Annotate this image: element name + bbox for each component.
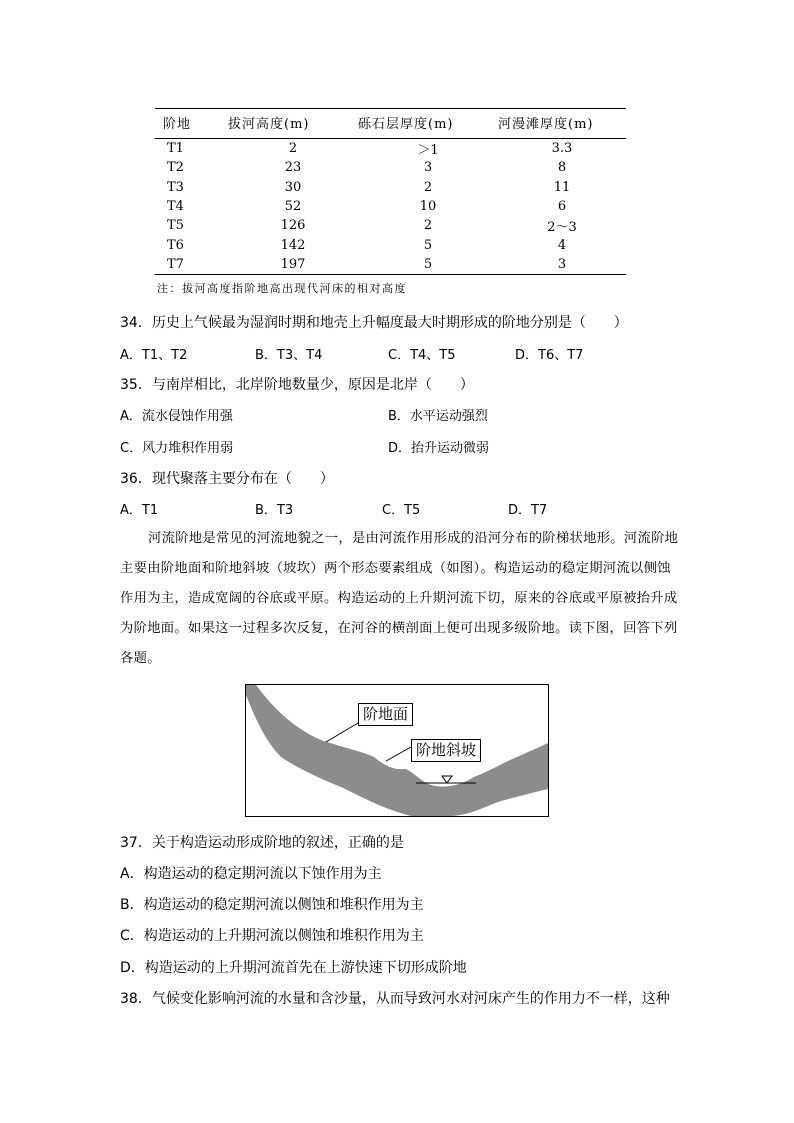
q36-option-b[interactable]: B．T3 (255, 503, 294, 518)
q35-option-b[interactable]: B．水平运动强烈 (388, 409, 488, 424)
q35-option-c[interactable]: C．风力堆积作用弱 (120, 441, 234, 456)
col-header-terrace: 阶地 (155, 109, 228, 139)
q37-option-c[interactable]: C．构造运动的上升期河流以侧蚀和堆积作用为主 (120, 928, 424, 944)
table-cell: 2 (288, 141, 298, 157)
question-34-stem: 34．历史上气候最为湿润时期和地壳上升幅度最大时期形成的阶地分别是（ ） (120, 315, 628, 331)
q37-option-d[interactable]: D．构造运动的上升期河流首先在上游快速下切形成阶地 (120, 960, 467, 976)
q34-option-b[interactable]: B．T3、T4 (255, 348, 323, 363)
table-cell: T2 (167, 160, 184, 176)
reading-passage (120, 524, 680, 674)
water-level-marker-icon (442, 776, 452, 783)
q34-option-a[interactable]: A．T1、T2 (120, 348, 188, 363)
col-header-gravel: 砾石层厚度(m) (358, 109, 498, 139)
table-cell: T7 (155, 255, 228, 275)
table-row (155, 139, 626, 159)
table-cell: T3 (167, 179, 184, 195)
terrace-data-table (155, 108, 626, 275)
passage-text: 河流阶地是常见的河流地貌之一，是由河流作用形成的沿河分布的阶梯状地形。河流阶地主要由阶地面和阶地斜坡（坡坎）两个形态要素组成（如图）。构造运动的稳定期河流以侧蚀作用为主，造成宽阔的谷底或平原。构造运动的上升期河流下切，原来的谷底或平原被抬升成为阶地面。如果这一过程多次反复，在河谷的横剖面上便可出现多级阶地。读 (120, 531, 679, 636)
table-header-row (155, 109, 626, 139)
table-cell: 3 (423, 160, 433, 176)
question-36-stem: 36．现代聚落主要分布在（ ） (120, 471, 334, 487)
table-row (155, 235, 626, 254)
table-cell: ＞1 (417, 143, 439, 159)
table-cell: T1 (167, 141, 184, 157)
table-row (155, 158, 626, 177)
terrace-cross-section-figure (245, 684, 549, 817)
table-cell: T6 (167, 237, 184, 253)
table-cell: 3.3 (551, 141, 573, 157)
table-row (155, 178, 626, 197)
q34-option-d[interactable]: D．T6、T7 (515, 348, 584, 363)
table-note: 注：拔河高度指阶地高出现代河床的相对高度 (157, 282, 407, 295)
q35-option-d[interactable]: D．抬升运动微弱 (388, 441, 490, 456)
question-37-stem: 37．关于构造运动形成阶地的叙述，正确的是 (120, 835, 404, 851)
passage-tail: 下图，回答下列各题。 (120, 621, 678, 666)
col-header-floodplain: 河漫滩厚度(m) (498, 109, 626, 139)
table-row (155, 197, 626, 216)
terrace-surface-label: 阶地面 (358, 703, 413, 726)
table-cell: 11 (553, 179, 571, 195)
q35-option-a[interactable]: A．流水侵蚀作用强 (120, 409, 233, 424)
table-cell: 6 (557, 199, 567, 215)
slope-label-leader (386, 747, 411, 761)
question-38-stem: 38．气候变化影响河流的水量和含沙量，从而导致河水对河床产生的作用力不一样，这种 (120, 991, 670, 1007)
terrace-slope-label: 阶地斜坡 (411, 739, 481, 762)
q36-option-c[interactable]: C．T5 (382, 503, 421, 518)
surface-label-leader (326, 723, 358, 742)
question-35-stem: 35．与南岸相比，北岸阶地数量少，原因是北岸（ ） (120, 377, 474, 393)
table-cell: 23 (284, 160, 302, 176)
table-cell: 52 (284, 199, 302, 215)
table-cell: 3 (498, 255, 626, 275)
table-cell: 142 (280, 237, 306, 253)
table-cell: 8 (557, 160, 567, 176)
table-cell: 5 (423, 237, 433, 253)
q37-option-a[interactable]: A．构造运动的稳定期河流以下蚀作用为主 (120, 866, 382, 882)
table-cell: 2～3 (547, 220, 577, 236)
q36-option-d[interactable]: D．T7 (508, 503, 548, 518)
table-cell: 30 (284, 179, 302, 195)
table-row (155, 255, 626, 275)
q36-option-a[interactable]: A．T1 (120, 503, 159, 518)
table-cell: 197 (228, 255, 358, 275)
table-cell: 126 (280, 218, 306, 234)
table-row (155, 216, 626, 235)
table-cell: 2 (423, 218, 433, 234)
table-cell: 10 (419, 199, 437, 215)
table-cell: T4 (167, 199, 184, 215)
q37-option-b[interactable]: B．构造运动的稳定期河流以侧蚀和堆积作用为主 (120, 897, 424, 913)
table-cell: 4 (557, 237, 567, 253)
table-cell: T5 (167, 218, 184, 234)
table-cell: 5 (358, 255, 498, 275)
q34-option-c[interactable]: C．T4、T5 (388, 348, 456, 363)
col-header-height: 拔河高度(m) (228, 109, 358, 139)
table-cell: 2 (423, 179, 433, 195)
